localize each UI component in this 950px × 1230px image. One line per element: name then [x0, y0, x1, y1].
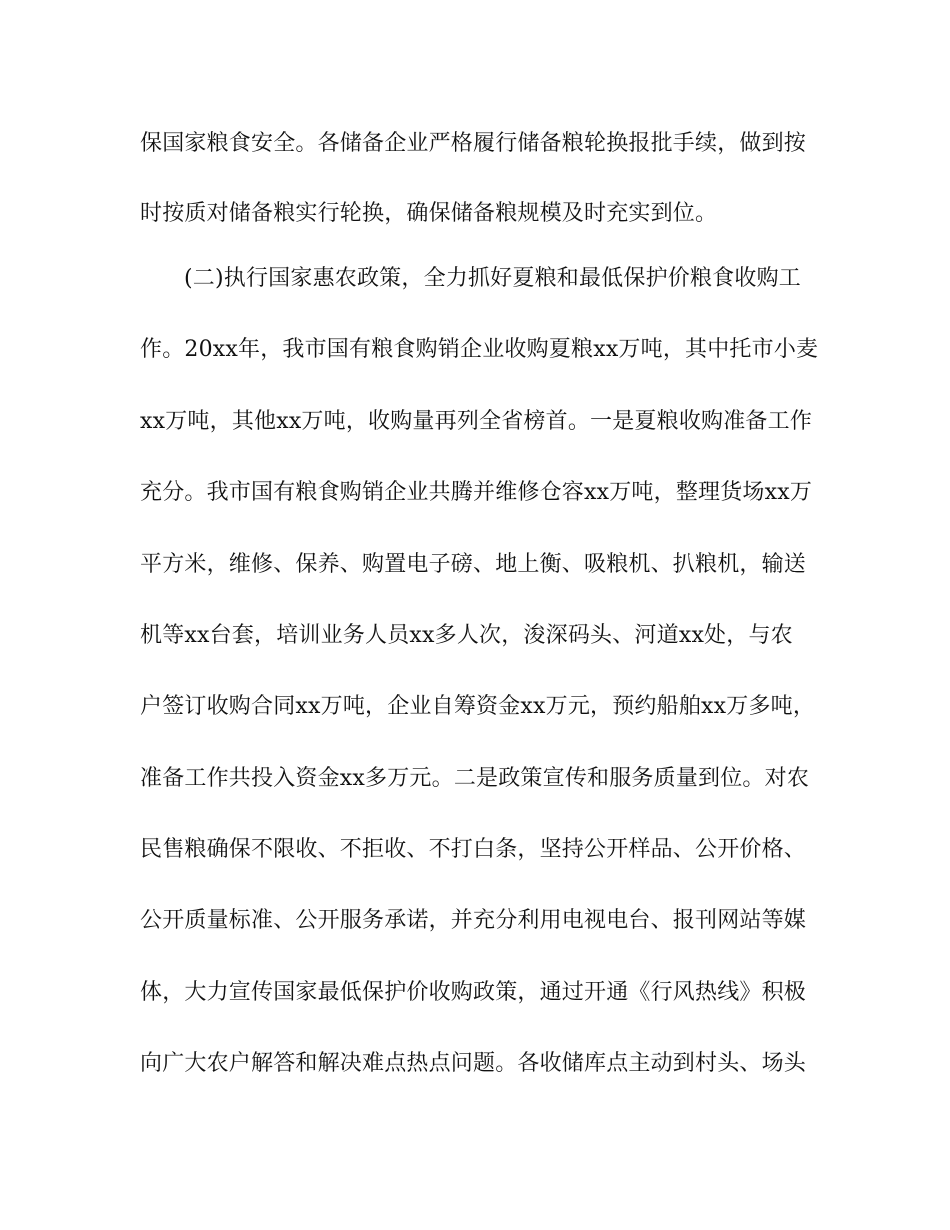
paragraph-line: 体，大力宣传国家最低保护价收购政策，通过开通《行风热线》积极 [140, 980, 807, 1005]
paragraph-line: 作。20xx年，我市国有粮食购销企业收购夏粮xx万吨，其中托市小麦 [140, 337, 819, 362]
paragraph-line: 充分。我市国有粮食购销企业共腾并维修仓容xx万吨，整理货场xx万 [140, 480, 813, 505]
paragraph-line: 平方米，维修、保养、购置电子磅、地上衡、吸粮机、扒粮机，输送 [140, 552, 807, 577]
paragraph-line: 时按质对储备粮实行轮换，确保储备粮规模及时充实到位。 [140, 201, 718, 226]
paragraph-line: 保国家粮食安全。各储备企业严格履行储备粮轮换报批手续，做到按 [140, 131, 807, 156]
section-heading-line: (二)执行国家惠农政策，全力抓好夏粮和最低保护价粮食收购工 [184, 266, 801, 291]
paragraph-line: 准备工作共投入资金xx多万元。二是政策宣传和服务质量到位。对农 [140, 766, 810, 791]
paragraph-line: xx万吨，其他xx万吨，收购量再列全省榜首。一是夏粮收购准备工作 [140, 409, 813, 434]
paragraph-line: 向广大农户解答和解决难点热点问题。各收储库点主动到村头、场头 [140, 1051, 807, 1076]
paragraph-line: 户签订收购合同xx万吨，企业自筹资金xx万元，预约船舶xx万多吨， [140, 694, 816, 719]
paragraph-line: 机等xx台套，培训业务人员xx多人次，浚深码头、河道xx处，与农 [140, 623, 793, 648]
paragraph-line: 公开质量标准、公开服务承诺，并充分利用电视电台、报刊网站等媒 [140, 908, 807, 933]
paragraph-line: 民售粮确保不限收、不拒收、不打白条，坚持公开样品、公开价格、 [140, 837, 807, 862]
